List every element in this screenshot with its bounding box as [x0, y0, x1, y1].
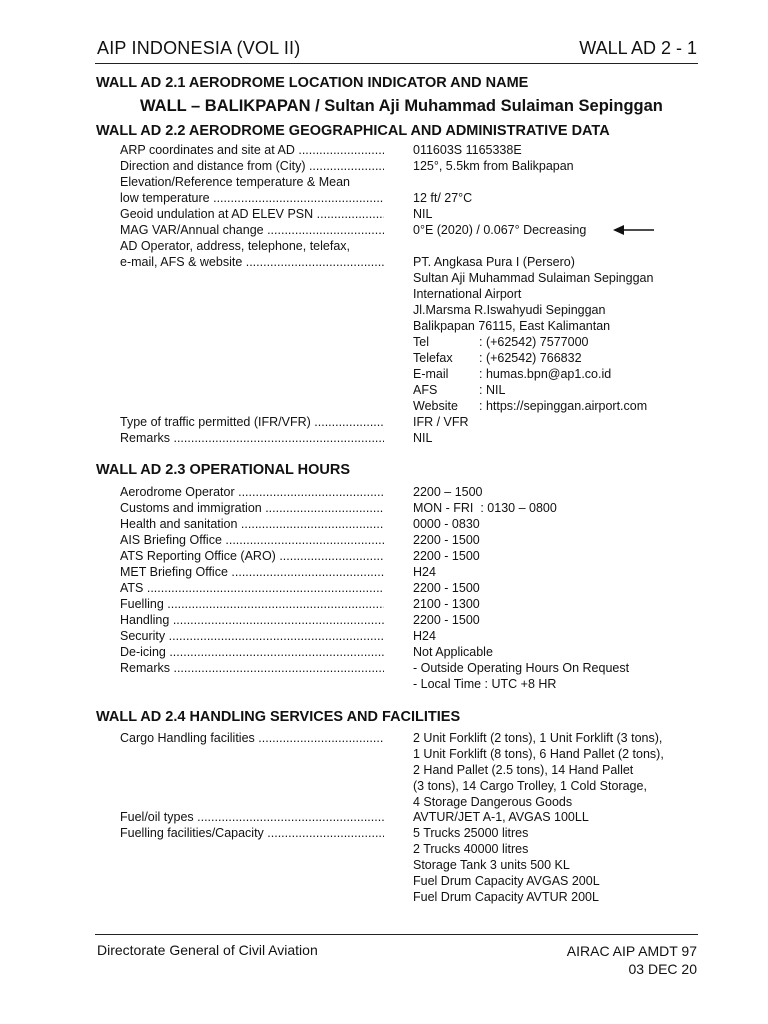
fuelling-line: 2 Trucks 40000 litres	[413, 842, 529, 856]
fuelling-line: Storage Tank 3 units 500 KL	[413, 858, 570, 872]
left-arrow-icon	[613, 223, 655, 237]
ophours-label: Handling .....	[120, 612, 384, 628]
ophours-row	[120, 516, 680, 532]
ophours-label: Security .....	[120, 628, 384, 644]
magvar-row	[120, 222, 680, 238]
direction-label: Direction and distance from (City) .....	[120, 158, 384, 174]
ophours-label: Aerodrome Operator .....	[120, 484, 384, 500]
ophours-row	[120, 532, 680, 548]
cargo-line: 2 Unit Forklift (2 tons), 1 Unit Forklift (3 tons),	[413, 731, 663, 745]
ophours-value: - Outside Operating Hours On Request	[413, 661, 630, 675]
geoid-label: Geoid undulation at AD ELEV PSN .....	[120, 206, 384, 222]
ophours-label: AIS Briefing Office .....	[120, 532, 384, 548]
contact-key: E-mail	[413, 367, 449, 381]
ophours-row	[120, 564, 680, 580]
ophours-label: De-icing .....	[120, 644, 384, 660]
ophours-value: 2200 - 1500	[413, 581, 480, 595]
ophours-row	[120, 580, 680, 596]
ophours-value: Not Applicable	[413, 645, 493, 659]
ophours-value: H24	[413, 565, 436, 579]
geoid-row	[120, 206, 680, 222]
ophours-label: Health and sanitation .....	[120, 516, 384, 532]
header-rule	[95, 63, 698, 64]
traffic-row	[120, 414, 680, 430]
contact-afs	[120, 382, 680, 398]
ophours-label: ATS Reporting Office (ARO) .....	[120, 548, 384, 564]
contact-key: Tel	[413, 335, 429, 349]
operator-line: International Airport	[413, 287, 522, 301]
cargo-line: 1 Unit Forklift (8 tons), 6 Hand Pallet (2 tons),	[413, 747, 664, 761]
operator-line: PT. Angkasa Pura I (Persero)	[413, 255, 575, 269]
operator-label-2: e-mail, AFS & website .....	[120, 254, 384, 270]
contact-key: Telefax	[413, 351, 453, 365]
aerodrome-name: WALL – BALIKPAPAN / Sultan Aji Muhammad Sulaiman Sepinggan	[140, 97, 663, 115]
operator-line: Balikpapan 76115, East Kalimantan	[413, 319, 611, 333]
elevation-label-1: Elevation/Reference temperature & Mean	[120, 175, 350, 189]
traffic-value: IFR / VFR	[413, 415, 469, 429]
magvar-value: 0°E (2020) / 0.067° Decreasing	[413, 223, 587, 237]
footer-date: 03 DEC 20	[628, 961, 697, 977]
ophours-value: 2200 - 1500	[413, 613, 480, 627]
ophours-row	[120, 612, 680, 628]
fuelling-row	[120, 825, 680, 841]
operator-label-1: AD Operator, address, telephone, telefax,	[120, 239, 350, 253]
ophours-row	[120, 484, 680, 500]
arp-label: ARP coordinates and site at AD .....	[120, 142, 384, 158]
contact-tel	[120, 334, 680, 350]
section-2-1-title: WALL AD 2.1 AERODROME LOCATION INDICATOR AND NAME	[96, 75, 529, 91]
contact-value: : https://sepinggan.airport.com	[479, 399, 648, 413]
contact-email	[120, 366, 680, 382]
contact-key: Website	[413, 399, 458, 413]
cargo-label: Cargo Handling facilities .....	[120, 730, 384, 746]
ophours-row	[120, 596, 680, 612]
ophours-label: MET Briefing Office .....	[120, 564, 384, 580]
contact-value: : NIL	[479, 383, 506, 397]
arp-value: 011603S 1165338E	[413, 143, 522, 157]
ophours-value: 2200 - 1500	[413, 533, 480, 547]
elevation-row-1	[120, 174, 680, 190]
section-2-4-title: WALL AD 2.4 HANDLING SERVICES AND FACILITIES	[96, 709, 461, 725]
magvar-label: MAG VAR/Annual change .....	[120, 222, 384, 238]
ophours-row	[120, 628, 680, 644]
remarks-row	[120, 430, 680, 446]
direction-row	[120, 158, 680, 174]
footer-amendment-number: AIRAC AIP AMDT 97	[566, 943, 697, 959]
footer-rule	[95, 934, 698, 935]
traffic-label: Type of traffic permitted (IFR/VFR) .....	[120, 414, 384, 430]
fuelling-line: Fuel Drum Capacity AVTUR 200L	[413, 890, 599, 904]
section-2-3-title: WALL AD 2.3 OPERATIONAL HOURS	[96, 462, 351, 478]
ophours-value: 2200 – 1500	[413, 485, 483, 499]
header-document-title: AIP INDONESIA (VOL II)	[97, 38, 301, 58]
ophours-value: - Local Time : UTC +8 HR	[413, 677, 557, 691]
operator-line: Jl.Marsma R.Iswahyudi Sepinggan	[413, 303, 606, 317]
contact-value: : humas.bpn@ap1.co.id	[479, 367, 612, 381]
fuel-types-value: AVTUR/JET A-1, AVGAS 100LL	[413, 810, 589, 824]
remarks-value: NIL	[413, 431, 433, 445]
ophours-row	[120, 548, 680, 564]
footer-amendment	[567, 942, 697, 978]
cargo-line: 2 Hand Pallet (2.5 tons), 14 Hand Pallet	[413, 763, 634, 777]
ophours-value: 2200 - 1500	[413, 549, 480, 563]
fuel-types-label: Fuel/oil types .....	[120, 809, 384, 825]
fuelling-line: 5 Trucks 25000 litres	[413, 826, 529, 840]
ophours-value: MON - FRI : 0130 – 0800	[413, 501, 557, 515]
contact-value: : (+62542) 766832	[479, 351, 582, 365]
fuelling-label: Fuelling facilities/Capacity .....	[120, 825, 384, 841]
ophours-value: H24	[413, 629, 436, 643]
elevation-row-2	[120, 190, 680, 206]
fuelling-line: Fuel Drum Capacity AVGAS 200L	[413, 874, 600, 888]
ophours-row	[120, 644, 680, 660]
operator-line: Sultan Aji Muhammad Sulaiman Sepinggan	[413, 271, 654, 285]
header-page-number: WALL AD 2 - 1	[579, 38, 697, 58]
ophours-row	[120, 660, 680, 676]
arp-row	[120, 142, 680, 158]
cargo-row	[120, 730, 680, 746]
contact-telefax	[120, 350, 680, 366]
ophours-label: Fuelling .....	[120, 596, 384, 612]
fuel-types-row	[120, 809, 680, 825]
cargo-line: (3 tons), 14 Cargo Trolley, 1 Cold Storage,	[413, 779, 647, 793]
contact-value: : (+62542) 7577000	[479, 335, 589, 349]
cargo-line: 4 Storage Dangerous Goods	[413, 795, 573, 809]
ophours-label: ATS .....	[120, 580, 384, 596]
elevation-label-2: low temperature .....	[120, 190, 384, 206]
ophours-value: 0000 - 0830	[413, 517, 480, 531]
elevation-value: 12 ft/ 27°C	[413, 191, 473, 205]
ophours-label: Customs and immigration .....	[120, 500, 384, 516]
direction-value: 125°, 5.5km from Balikpapan	[413, 159, 574, 173]
contact-key: AFS	[413, 383, 438, 397]
ophours-remarks-line-2	[120, 676, 680, 692]
remarks-label: Remarks .....	[120, 430, 384, 446]
footer-publisher: Directorate General of Civil Aviation	[97, 942, 318, 958]
geoid-value: NIL	[413, 207, 433, 221]
operator-row-2	[120, 254, 680, 270]
ophours-row	[120, 500, 680, 516]
ophours-value: 2100 - 1300	[413, 597, 480, 611]
operator-row-1	[120, 238, 680, 254]
contact-website	[120, 398, 680, 414]
ophours-label: Remarks .....	[120, 660, 384, 676]
section-2-2-title: WALL AD 2.2 AERODROME GEOGRAPHICAL AND ADMINISTRATIVE DATA	[96, 123, 610, 139]
